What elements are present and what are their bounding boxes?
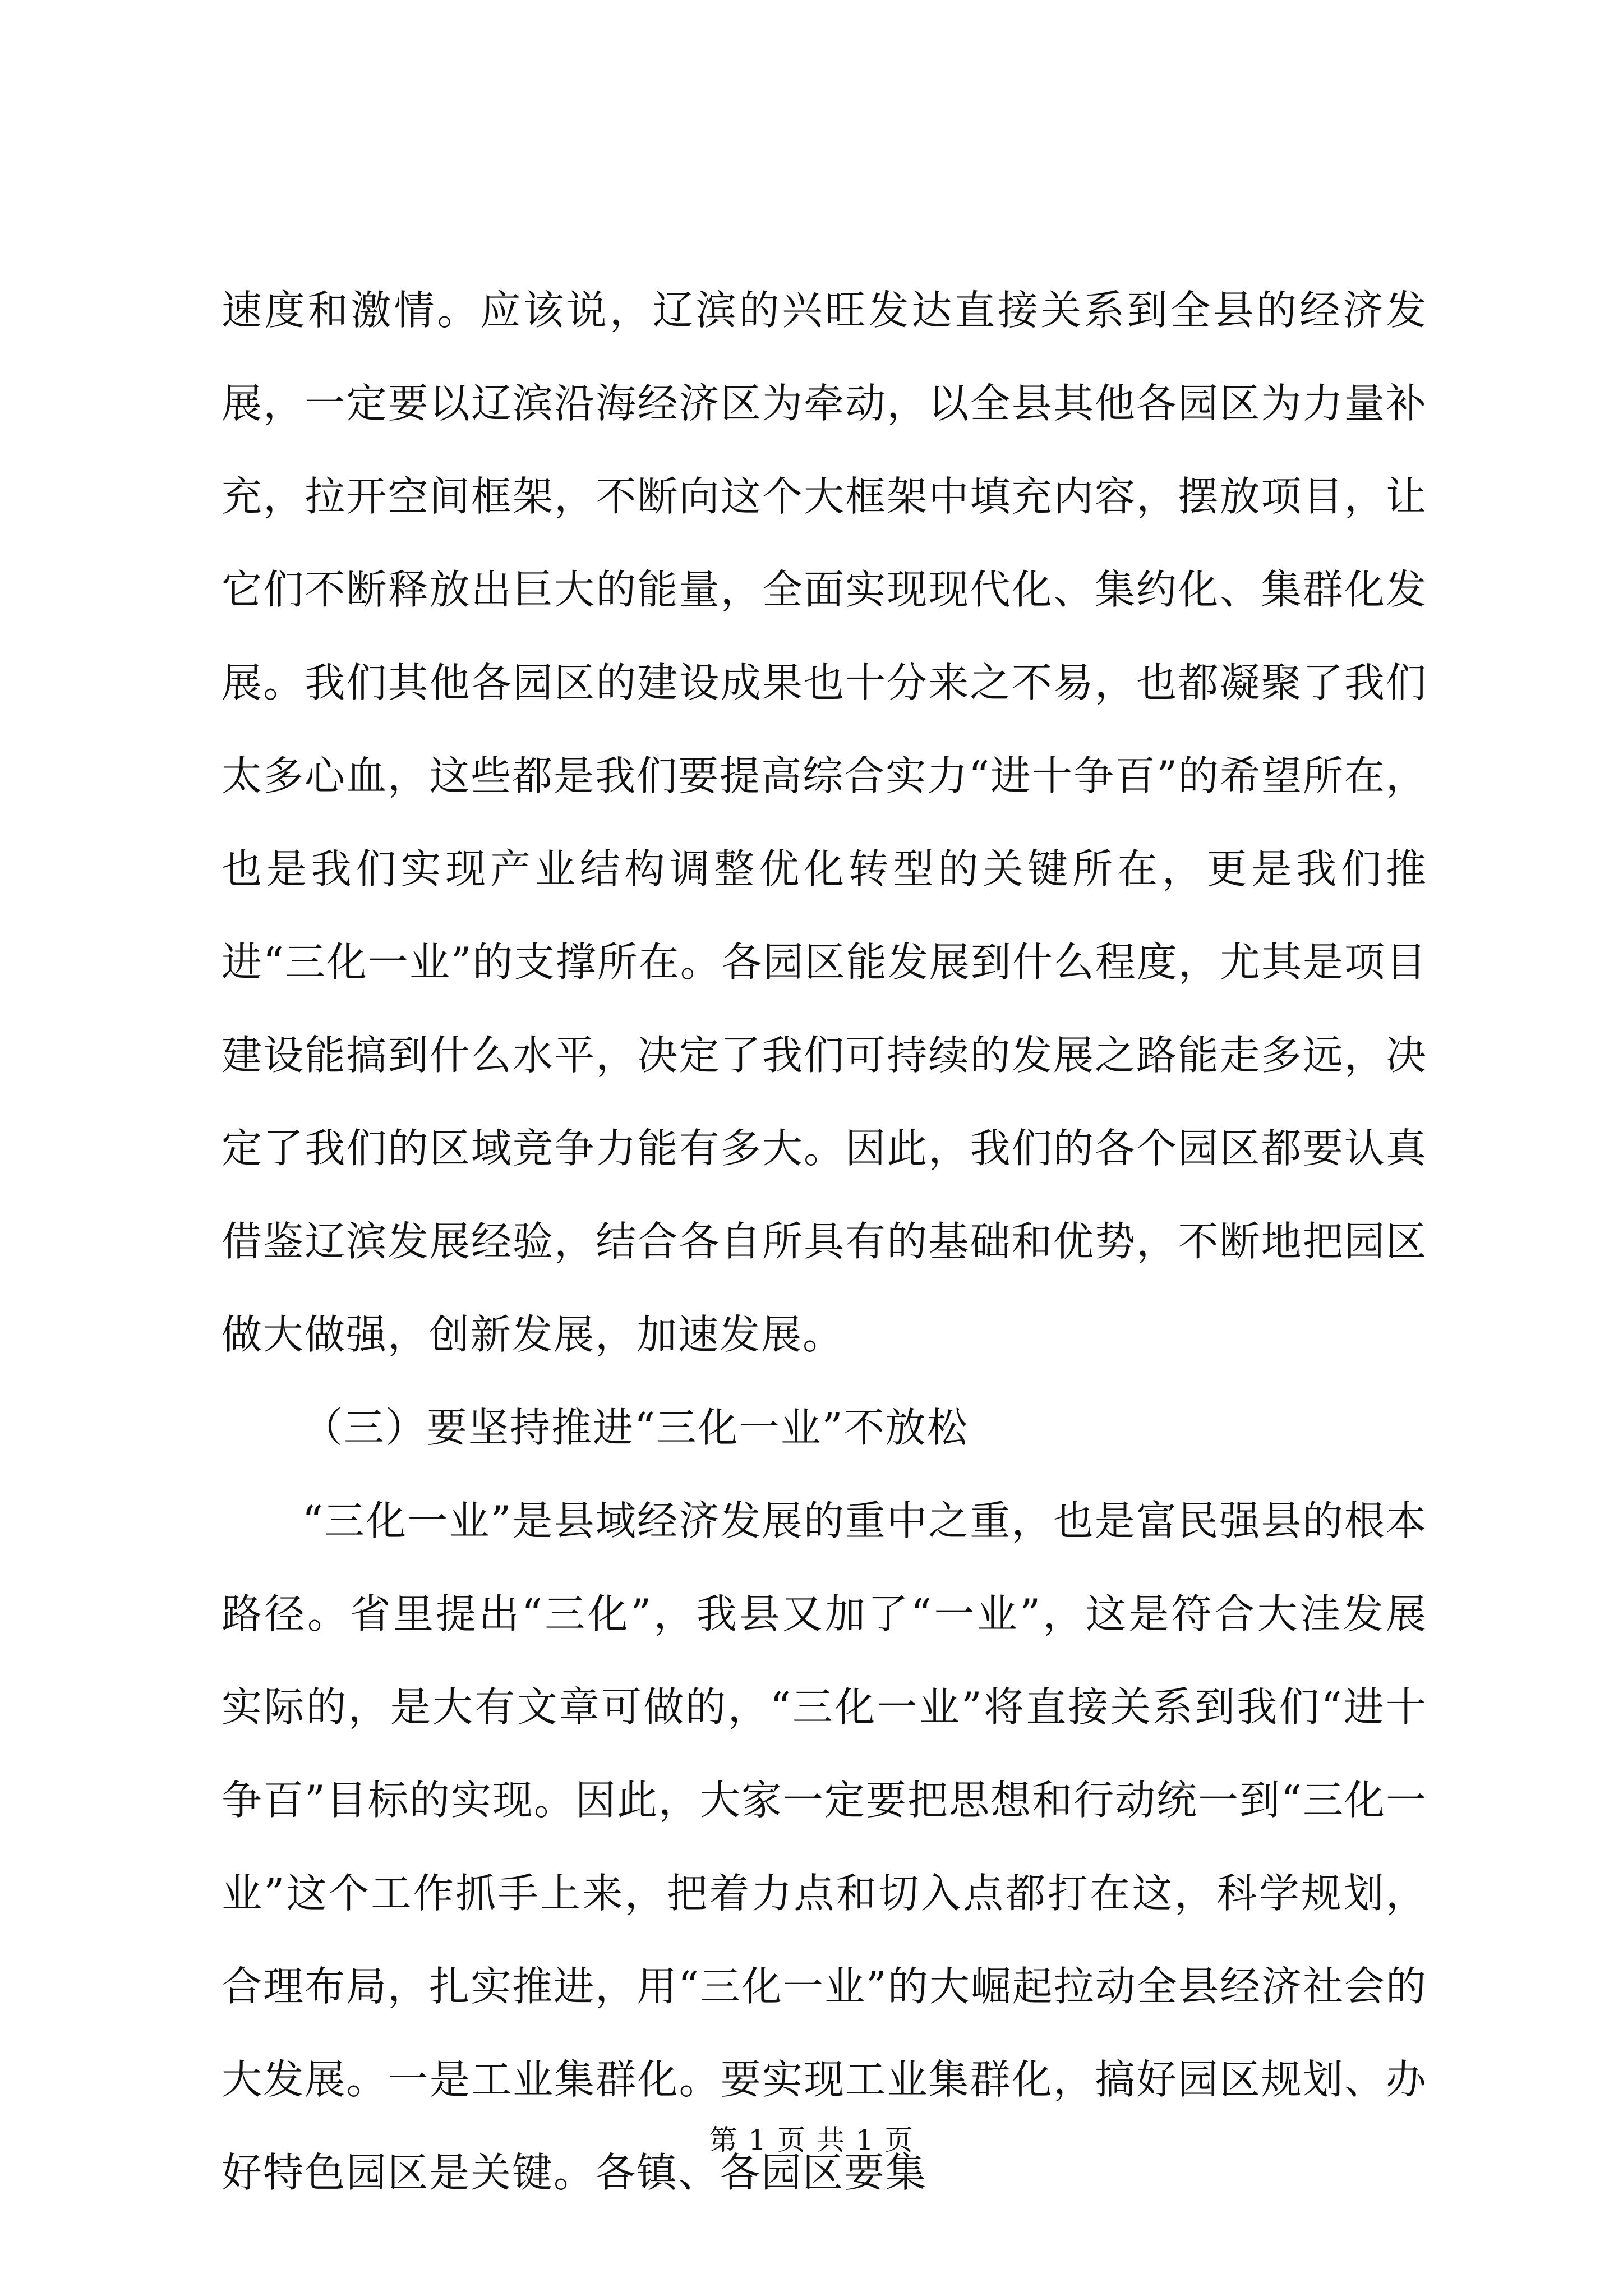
- paragraph-body: “三化一业”是县域经济发展的重中之重，也是富民强县的根本路径。省里提出“三化”，我县又加了“一业”，这是符合大洼发展实际的，是大有文章可做的，“三化一业”将直接关系到我们“进十争百”目标的实现。因此，大家一定要把思想和行动统一到“三化一业”这个工作抓手上来，把着力点和切入点都打在这，科学规划，合理布局，扎实推进，用“三化一业”的大崛起拉动全县经济社会的大发展。一是工业集群化。要实现工业集群化，搞好园区规划、办好特色园区是关键。各镇、各园区要集: [222, 1497, 1427, 2196]
- document-body: [222, 264, 1427, 2219]
- page-footer: 第 1 页 共 1 页: [709, 2124, 914, 2156]
- section-heading: （三）要坚持推进“三化一业”不放松: [302, 1404, 969, 1451]
- paragraph-continuation: 速度和激情。应该说，辽滨的兴旺发达直接关系到全县的经济发展，一定要以辽滨沿海经济区为牵动，以全县其他各园区为力量补充，拉开空间框架，不断向这个大框架中填充内容，摆放项目，让它们不断释放出巨大的能量，全面实现现代化、集约化、集群化发展。我们其他各园区的建设成果也十分来之不易，也都凝聚了我们太多心血，这些都是我们要提高综合实力“进十争百”的希望所在，也是我们实现产业结构调整优化转型的关键所在，更是我们推进“三化一业”的支撑所在。各园区能发展到什么程度，尤其是项目建设能搞到什么水平，决定了我们可持续的发展之路能走多远，决定了我们的区域竞争力能有多大。因此，我们的各个园区都要认真借鉴辽滨发展经验，结合各自所具有的基础和优势，不断地把园区做大做强，创新发展，加速发展。: [222, 287, 1427, 1358]
